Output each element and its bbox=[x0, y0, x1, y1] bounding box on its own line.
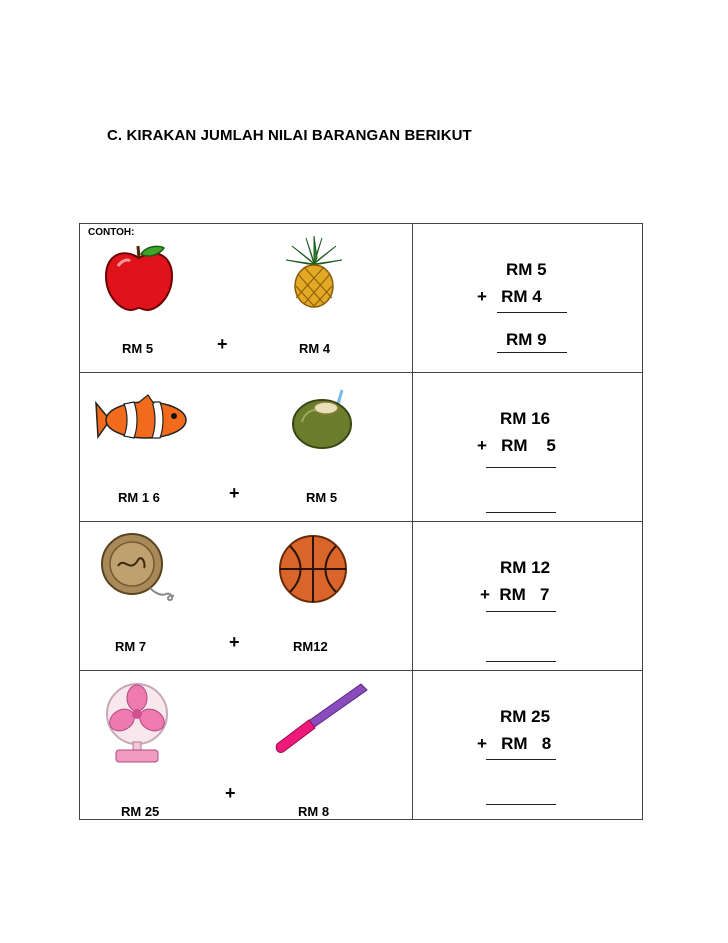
item-price: RM 4 bbox=[299, 341, 331, 356]
plus-sign: + bbox=[229, 483, 240, 503]
clownfish-icon bbox=[94, 395, 194, 445]
item-price: RM 1 6 bbox=[118, 490, 160, 505]
item-price: RM 5 bbox=[306, 490, 338, 505]
item-price: RM 8 bbox=[298, 804, 330, 819]
sum-rule bbox=[486, 759, 556, 760]
sum-line-1: RM 25 bbox=[500, 707, 551, 726]
answer-rule bbox=[486, 512, 556, 513]
sum-rule bbox=[486, 467, 556, 468]
worksheet-title: C. KIRAKAN JUMLAH NILAI BARANGAN BERIKUT bbox=[107, 127, 472, 144]
row-divider bbox=[80, 372, 642, 373]
sum-line-2: + RM 7 bbox=[480, 585, 550, 604]
exercise-table bbox=[79, 223, 643, 820]
sum-rule bbox=[486, 611, 556, 612]
sum-line-1: RM 16 bbox=[500, 409, 551, 428]
apple-icon bbox=[104, 244, 174, 312]
sum-line-2: + RM 5 bbox=[477, 436, 556, 455]
basketball-icon bbox=[278, 534, 348, 604]
item-price: RM 5 bbox=[122, 341, 154, 356]
item-price: RM 25 bbox=[121, 804, 160, 819]
sum-line-1: RM 5 bbox=[506, 260, 547, 279]
item-price: RM 7 bbox=[115, 639, 147, 654]
sum-rule bbox=[497, 312, 567, 313]
example-label: CONTOH: bbox=[88, 227, 135, 238]
sum-line-1: RM 12 bbox=[500, 558, 551, 577]
answer-rule bbox=[486, 661, 556, 662]
plus-sign: + bbox=[229, 632, 240, 652]
fan-icon bbox=[102, 682, 172, 764]
plus-sign: + bbox=[225, 783, 236, 803]
yoyo-icon bbox=[100, 530, 180, 606]
item-price: RM12 bbox=[293, 639, 328, 654]
plus-sign: + bbox=[217, 334, 228, 354]
answer-rule bbox=[486, 804, 556, 805]
pineapple-icon bbox=[284, 236, 344, 308]
sum-line-2: + RM 8 bbox=[477, 734, 552, 753]
row-divider bbox=[80, 521, 642, 522]
comb-icon bbox=[273, 682, 373, 756]
answer-rule bbox=[497, 352, 567, 353]
answer: RM 9 bbox=[506, 330, 547, 349]
row-divider bbox=[80, 670, 642, 671]
coconut-icon bbox=[290, 388, 358, 450]
sum-line-2: + RM 4 bbox=[477, 287, 542, 306]
